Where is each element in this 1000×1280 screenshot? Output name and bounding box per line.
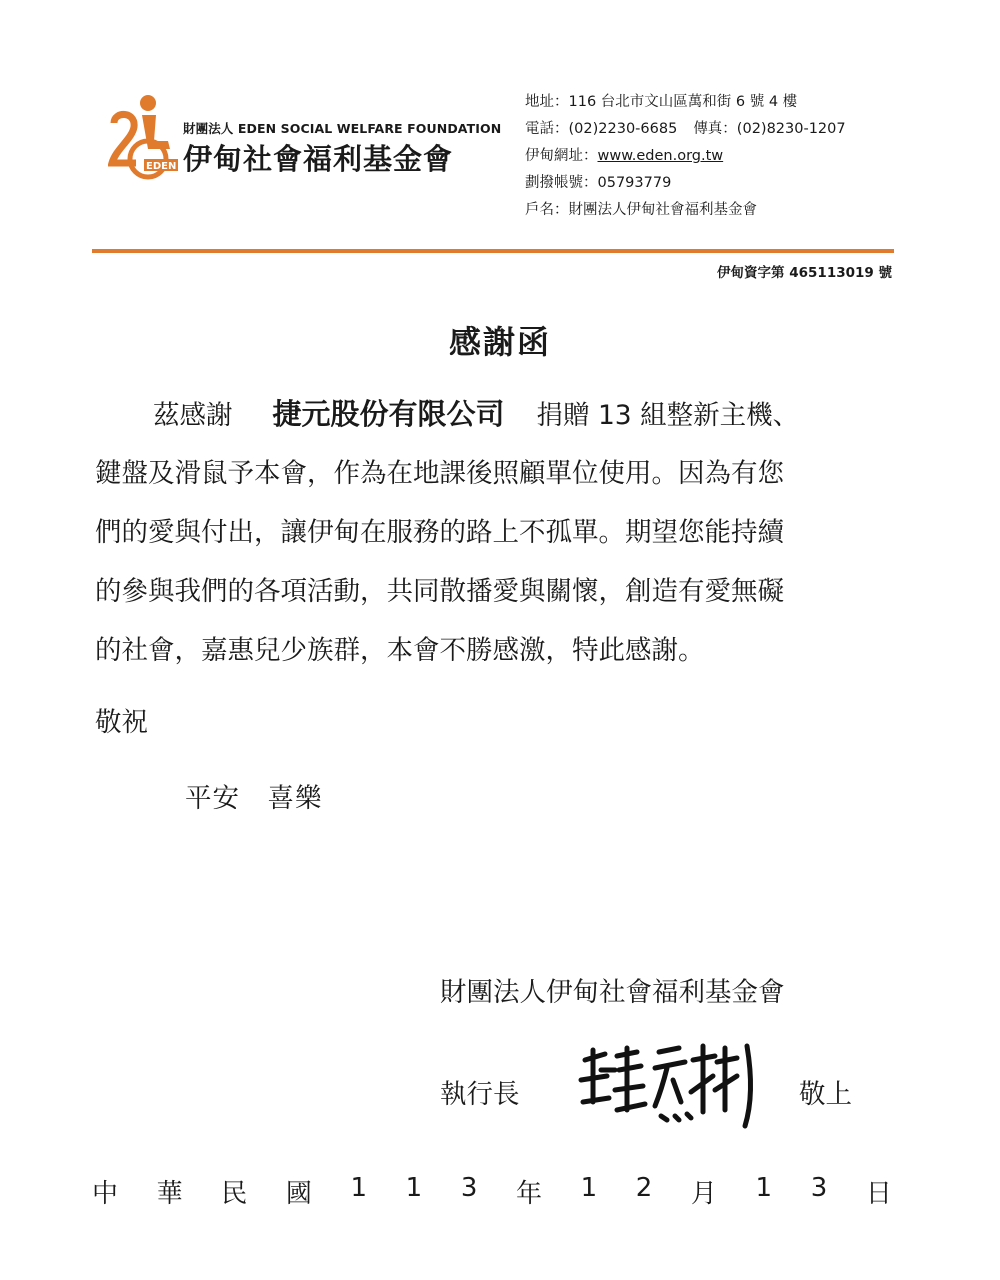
org-name-zh: 伊甸社會福利基金會 bbox=[183, 142, 454, 176]
handwritten-signature bbox=[575, 1040, 765, 1130]
phone: 電話：(02)2230-6685 bbox=[525, 121, 678, 137]
document-number: 伊甸資字第 465113019 號 bbox=[717, 265, 892, 281]
date-char: 國 bbox=[285, 1179, 312, 1209]
salutation: 敬祝 bbox=[95, 707, 148, 738]
letter-title: 感謝函 bbox=[448, 323, 551, 361]
body-prefix: 茲感謝 bbox=[153, 400, 233, 431]
account-name: 戶名：財團法人伊甸社會福利基金會 bbox=[525, 202, 757, 218]
body-suffix: 捐贈 13 組整新主機、 bbox=[536, 400, 800, 431]
website-label: 伊甸網址： bbox=[525, 148, 598, 164]
signature-title: 執行長 bbox=[440, 1079, 520, 1110]
letter-date bbox=[92, 1173, 892, 1210]
wish: 平安 喜樂 bbox=[185, 783, 323, 814]
phone-fax-line bbox=[525, 116, 846, 143]
body-line-1 bbox=[95, 385, 895, 444]
body-line-5: 的社會，嘉惠兒少族群，本會不勝感激，特此感謝。 bbox=[95, 635, 705, 666]
letter-body bbox=[95, 385, 895, 680]
date-char: 日 bbox=[865, 1179, 892, 1209]
org-name-en: 財團法人 EDEN SOCIAL WELFARE FOUNDATION bbox=[183, 121, 502, 136]
date-char: 3 bbox=[810, 1173, 828, 1203]
body-line-3: 們的愛與付出，讓伊甸在服務的路上不孤單。期望您能持續 bbox=[95, 517, 784, 548]
body-line-4: 的參與我們的各項活動，共同散播愛與關懷，創造有愛無礙 bbox=[95, 576, 784, 607]
signature-organization: 財團法人伊甸社會福利基金會 bbox=[440, 977, 785, 1008]
date-char: 民 bbox=[221, 1179, 248, 1209]
contact-block bbox=[525, 89, 846, 224]
website-line bbox=[525, 143, 846, 170]
fax: 傳真：(02)8230-1207 bbox=[693, 121, 846, 137]
logo-text: EDEN bbox=[146, 161, 177, 172]
date-char: 年 bbox=[515, 1179, 542, 1209]
postal-account: 劃撥帳號：05793779 bbox=[525, 175, 672, 191]
website-link[interactable]: www.eden.org.tw bbox=[597, 148, 724, 164]
company-name: 捷元股份有限公司 bbox=[272, 397, 505, 431]
eden-logo bbox=[108, 93, 178, 183]
date-char: 1 bbox=[405, 1173, 423, 1203]
date-char: 2 bbox=[635, 1173, 653, 1203]
date-char: 1 bbox=[580, 1173, 598, 1203]
date-char: 1 bbox=[350, 1173, 368, 1203]
body-line-2: 鍵盤及滑鼠予本會，作為在地課後照顧單位使用。因為有您 bbox=[95, 458, 784, 489]
date-char: 華 bbox=[156, 1179, 183, 1209]
address: 地址：116 台北市文山區萬和街 6 號 4 樓 bbox=[525, 94, 798, 110]
signature-ending: 敬上 bbox=[799, 1079, 852, 1110]
date-char: 3 bbox=[460, 1173, 478, 1203]
date-char: 中 bbox=[92, 1179, 119, 1209]
date-char: 1 bbox=[755, 1173, 773, 1203]
date-char: 月 bbox=[690, 1179, 717, 1209]
header-divider bbox=[92, 249, 894, 253]
